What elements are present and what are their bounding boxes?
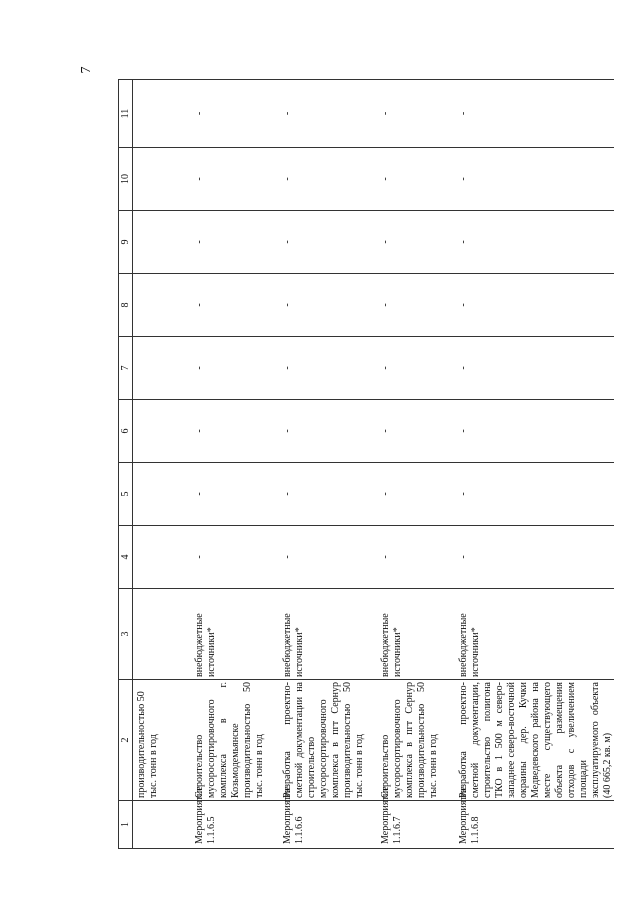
header-cell: 9 xyxy=(119,211,133,274)
value-cell: - xyxy=(377,463,455,526)
value-cell: - xyxy=(455,211,614,274)
header-cell: 10 xyxy=(119,148,133,211)
table-row xyxy=(279,80,377,849)
measure-description: Строительство мусоросортировочного комплекса в пгт Сернур производительностью 50 тыс. тонн в год xyxy=(377,680,455,801)
value-cell: - xyxy=(279,463,377,526)
value-cell: - xyxy=(279,274,377,337)
value-cell: - xyxy=(455,274,614,337)
header-cell: 6 xyxy=(119,400,133,463)
page-number: 7 xyxy=(79,66,94,74)
header-cell: 2 xyxy=(119,680,133,801)
value-cell: - xyxy=(377,337,455,400)
value-cell: - xyxy=(455,337,614,400)
value-cell: - xyxy=(191,274,279,337)
value-cell: - xyxy=(279,80,377,148)
value-cell: - xyxy=(377,400,455,463)
table-row xyxy=(377,80,455,849)
table-row xyxy=(455,80,614,849)
header-cell: 3 xyxy=(119,589,133,680)
header-cell: 7 xyxy=(119,337,133,400)
measure-id: Мероприятие 1.1.6.6 xyxy=(279,801,377,849)
measure-description: Разработка проектно-сметной документации, строительство полигона ТКО в 1 500 м северо-западнее северо-восточной окраины дер. Кучки Медведевского района на месте существующего объекта размещения отходов с увеличением площади эксплуатируемого объекта (40 665,2 кв. м) xyxy=(455,680,614,801)
value-cell: - xyxy=(191,211,279,274)
header-cell: 4 xyxy=(119,526,133,589)
value-cell: - xyxy=(191,337,279,400)
funding-source: внебюджетные источники* xyxy=(279,589,377,680)
value-cell: - xyxy=(455,526,614,589)
value-cell: - xyxy=(279,337,377,400)
value-cell: - xyxy=(279,400,377,463)
value-cell: - xyxy=(279,526,377,589)
funding-source: внебюджетные источники* xyxy=(377,589,455,680)
value-cell: - xyxy=(455,148,614,211)
measure-id: Мероприятие 1.1.6.5 xyxy=(191,801,279,849)
header-cell: 11 xyxy=(119,80,133,148)
measure-description: Строительство мусоросортировочного комплекса в г. Козьмодемьянске производительностью 50 тыс. тонн в год xyxy=(191,680,279,801)
header-row xyxy=(119,80,133,849)
cell xyxy=(133,801,191,849)
value-cell: - xyxy=(455,463,614,526)
rotated-table-container xyxy=(118,79,613,849)
value-cell: - xyxy=(377,211,455,274)
value-cell: - xyxy=(377,80,455,148)
value-cell: - xyxy=(191,526,279,589)
value-cell: - xyxy=(377,526,455,589)
value-cell: - xyxy=(279,211,377,274)
header-cell: 1 xyxy=(119,801,133,849)
measure-id: Мероприятие 1.1.6.7 xyxy=(377,801,455,849)
measure-description: Разработка проектно-сметной документации на строительство мусоросортировочного комплекса в пгт Сернур производительностью 50 тыс. тонн в год xyxy=(279,680,377,801)
value-cell: - xyxy=(191,80,279,148)
funding-source: внебюджетные источники* xyxy=(191,589,279,680)
measure-id: Мероприятие 1.1.6.8 xyxy=(455,801,614,849)
value-cell: - xyxy=(191,148,279,211)
value-cell: - xyxy=(191,400,279,463)
value-cell: - xyxy=(455,80,614,148)
continuation-row xyxy=(133,80,191,849)
value-cell: - xyxy=(377,148,455,211)
measures-table xyxy=(118,79,614,849)
value-cell: - xyxy=(455,400,614,463)
funding-source: внебюджетные источники* xyxy=(455,589,614,680)
value-cell: - xyxy=(279,148,377,211)
cell xyxy=(133,589,191,680)
header-cell: 5 xyxy=(119,463,133,526)
continuation-description: производительностью 50 тыс. тонн в год xyxy=(133,680,191,801)
value-cell: - xyxy=(191,463,279,526)
table-row xyxy=(191,80,279,849)
header-cell: 8 xyxy=(119,274,133,337)
value-cell: - xyxy=(377,274,455,337)
